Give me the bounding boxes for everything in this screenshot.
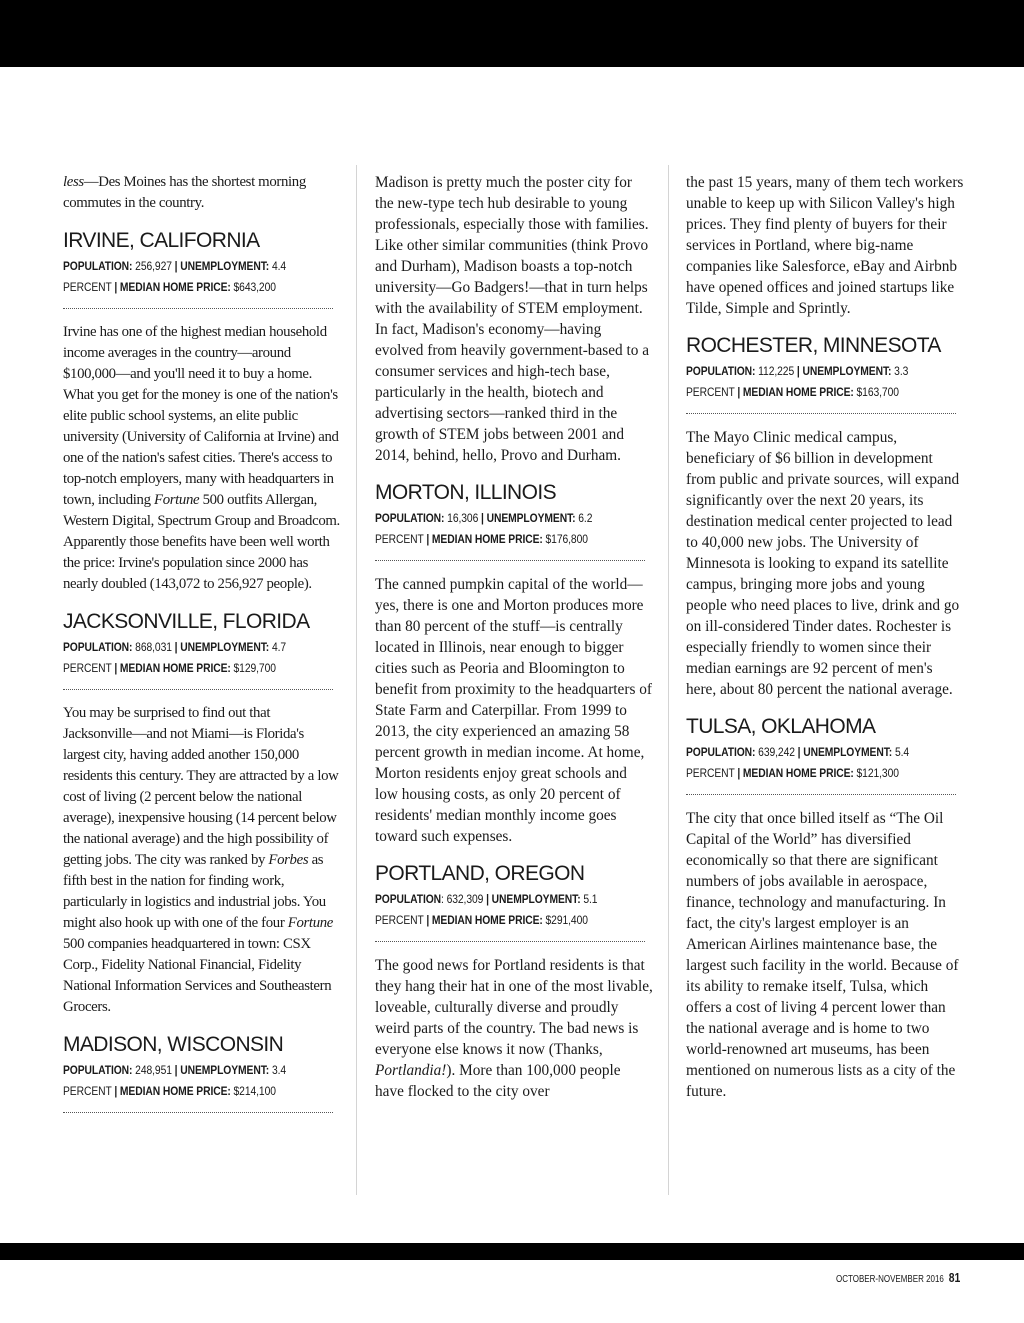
city-heading: MADISON, WISCONSIN [63,1033,284,1056]
city-heading: MORTON, ILLINOIS [375,481,556,504]
city-stats: POPULATION: 16,306 | UNEMPLOYMENT: 6.2 PERCENT | MEDIAN HOME PRICE: $176,800 [375,511,593,546]
page-footer [836,1270,960,1285]
intro-paragraph [63,172,341,214]
dotted-divider [686,794,956,795]
dotted-divider [63,689,333,690]
intro-text: —Des Moines has the shortest morning commutes in the country. [63,174,306,211]
column-divider [668,165,669,1195]
city-stats: POPULATION: 112,225 | UNEMPLOYMENT: 3.3 PERCENT | MEDIAN HOME PRICE: $163,700 [686,364,909,399]
city-body: The Mayo Clinic medical campus, beneficiary of $6 billion in development from public and private sources, will expand significantly over the next 20 years, its destination medical center projected to lead to 40,000 new jobs. The University of Minnesota is looking to expand its satellite campus, bringing more jobs and young people who need places to live, drink and go on ill-considered Tinder dates. Rochester is especially friendly to women since their median earnings are 92 percent of men's here, about 80 percent the national average. [686,429,960,698]
city-body: Irvine has one of the highest median household income averages in the country—around $100,000—and you'll need it to buy a home. What you get for the money is one of the nation's elite public school systems, an elite public university (University of California at Irvine) and one of the nation's safest cities. There's access to top-notch employers, many with headquarters in town, including Fortune 500 outfits Allergan, Western Digital, Spectrum Group and Broadcom. Apparently those benefits have been well worth the price: Irvine's population since 2000 has nearly doubled (143,072 to 256,927 people). [63,324,340,592]
intro-paragraph: the past 15 years, many of them tech workers unable to keep up with Silicon Valley's high prices. They find plenty of buyers for their services in Portland, where big-name companies like Salesforce, eBay and Airbnb have opened offices and joined startups like Tilde, Simple and Sprintly. [686,174,964,317]
issue-date: OCTOBER-NOVEMBER 2016 [836,1274,944,1285]
column-1 [63,172,341,1126]
city-stats: POPULATION: 639,242 | UNEMPLOYMENT: 5.4 PERCENT | MEDIAN HOME PRICE: $121,300 [686,745,910,780]
intro-italic: less [63,174,84,190]
city-body: You may be surprised to find out that Jacksonville—and not Miami—is Florida's largest city, having added another 150,000 residents this century. They are attracted by a low cost of living (2 percent below the national average), inexpensive housing (14 percent below the national average) and the high possibility of getting jobs. The city was ranked by Forbes as fifth best in the nation for finding work, particularly in logistics and industrial jobs. You might also hook up with one of the four Fortune 500 companies headquartered in town: CSX Corp., Fidelity National Financial, Fidelity National Information Services and Southeastern Grocers. [63,705,339,1015]
intro-paragraph: Madison is pretty much the poster city for the new-type tech hub desirable to young professionals, especially those with families. Like other similar communities (think Provo and Durham), Madison boasts a top-notch university—Go Badgers!—that in turn helps with the availability of STEM employment. In fact, Madison's economy—having evolved from heavily government-based to a consumer services and high-tech base, particularly in the health, biotech and advertising sectors—ranked third in the growth of STEM jobs between 2001 and 2014, behind, hello, Provo and Durham. [375,174,649,464]
column-3 [686,172,964,1102]
column-divider [356,165,357,1195]
dotted-divider [686,413,956,414]
city-stats: POPULATION: 632,309 | UNEMPLOYMENT: 5.1 PERCENT | MEDIAN HOME PRICE: $291,400 [375,892,598,927]
top-black-bar [0,0,1024,67]
city-heading: ROCHESTER, MINNESOTA [686,334,941,357]
city-body: The canned pumpkin capital of the world—yes, there is one and Morton produces more than 80 percent of the stuff—is centrally located in Illinois, near enough to bigger cities such as Peoria and Bloomington to benefit from proximity to the headquarters of State Farm and Caterpillar. From 1999 to 2013, the city experienced an amazing 58 percent growth in median income. At home, Morton residents enjoy great schools and low housing costs, as only 20 percent of residents' median monthly income goes toward such expenses. [375,576,652,845]
bottom-black-bar [0,1243,1024,1260]
dotted-divider [63,308,333,309]
city-heading: IRVINE, CALIFORNIA [63,229,260,252]
city-heading: JACKSONVILLE, FLORIDA [63,610,310,633]
city-body: The city that once billed itself as “The Oil Capital of the World” has diversified economically so that there are significant numbers of jobs available in aerospace, finance, technology and manufacturing. In fact, the city's largest employer is an American Airlines maintenance base, the largest such facility in the world. Because of its ability to remake itself, Tulsa, which offers a cost of living 4 percent lower than the national average and is home to two world-renowned art museums, has been mentioned on numerous lists as a city of the future. [686,810,959,1100]
dotted-divider [375,560,645,561]
dotted-divider [63,1112,333,1113]
column-2 [375,172,653,1102]
page-number: 81 [948,1270,961,1285]
city-heading: TULSA, OKLAHOMA [686,715,876,738]
city-stats: POPULATION: 868,031 | UNEMPLOYMENT: 4.7 PERCENT | MEDIAN HOME PRICE: $129,700 [63,640,287,675]
city-heading: PORTLAND, OREGON [375,862,585,885]
dotted-divider [375,941,645,942]
city-body: The good news for Portland residents is that they hang their hat in one of the most livable, loveable, culturally diverse and proudly weird parts of the country. The bad news is everyone else knows it now (Thanks, Portlandia!). More than 100,000 people have flocked to the city over [375,957,653,1100]
city-stats: POPULATION: 256,927 | UNEMPLOYMENT: 4.4 PERCENT | MEDIAN HOME PRICE: $643,200 [63,259,287,294]
city-stats: POPULATION: 248,951 | UNEMPLOYMENT: 3.4 PERCENT | MEDIAN HOME PRICE: $214,100 [63,1063,287,1098]
